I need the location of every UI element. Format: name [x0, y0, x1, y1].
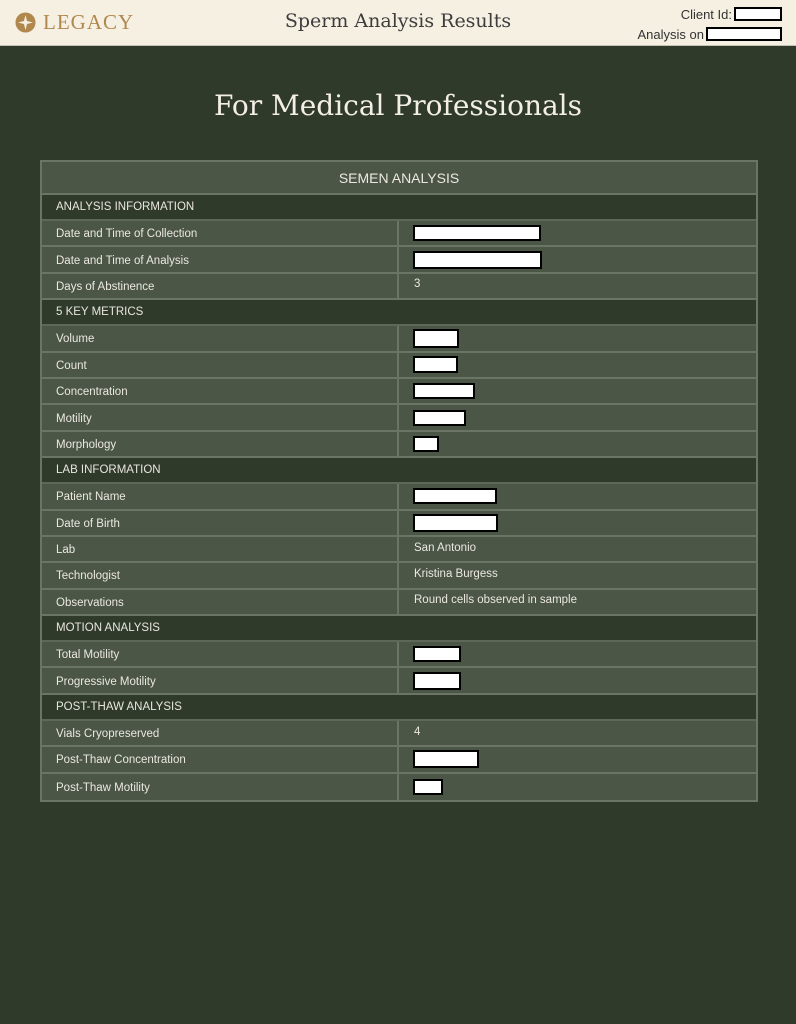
- section-motion-analysis: MOTION ANALYSIS: [42, 616, 756, 642]
- table-row: [42, 747, 756, 773]
- count-redacted: [413, 356, 458, 373]
- analysis-time-redacted: [413, 251, 542, 269]
- technologist-label: Technologist: [42, 563, 399, 587]
- table-row: [42, 221, 756, 247]
- motility-redacted: [413, 410, 466, 426]
- collection-redacted: [413, 225, 541, 241]
- table-title: SEMEN ANALYSIS: [42, 162, 756, 195]
- volume-label: Volume: [42, 326, 399, 350]
- vials-value: 4: [414, 725, 421, 738]
- section-lab-information: LAB INFORMATION: [42, 458, 756, 484]
- semen-analysis-table: [40, 160, 758, 802]
- client-id-label: Client Id:: [680, 6, 732, 22]
- table-row: [42, 353, 756, 379]
- table-row: [42, 774, 756, 800]
- patient-name-redacted: [413, 488, 497, 504]
- table-row: [42, 590, 756, 616]
- abstinence-value: 3: [414, 278, 421, 291]
- page-title: For Medical Professionals: [213, 89, 582, 122]
- table-row: [42, 668, 756, 694]
- concentration-label: Concentration: [42, 379, 399, 403]
- dob-label: Date of Birth: [42, 511, 399, 535]
- count-label: Count: [42, 353, 399, 377]
- total-motility-redacted: [413, 646, 461, 662]
- analysis-time-label: Date and Time of Analysis: [42, 247, 399, 271]
- progressive-motility-label: Progressive Motility: [42, 668, 399, 692]
- observations-value: Round cells observed in sample: [414, 594, 578, 607]
- post-thaw-concentration-redacted: [413, 750, 479, 768]
- analysis-on-label: Analysis on: [637, 26, 704, 42]
- section-key-metrics: 5 KEY METRICS: [42, 300, 756, 326]
- vials-label: Vials Cryopreserved: [42, 721, 399, 745]
- total-motility-label: Total Motility: [42, 642, 399, 666]
- section-post-thaw-analysis: POST-THAW ANALYSIS: [42, 695, 756, 721]
- table-row: [42, 511, 756, 537]
- patient-name-label: Patient Name: [42, 484, 399, 508]
- table-row: [42, 537, 756, 563]
- table-row: [42, 326, 756, 352]
- table-row: [42, 247, 756, 273]
- morphology-label: Morphology: [42, 432, 399, 456]
- collection-label: Date and Time of Collection: [42, 221, 399, 245]
- table-row: [42, 405, 756, 431]
- post-thaw-concentration-label: Post-Thaw Concentration: [42, 747, 399, 771]
- observations-label: Observations: [42, 590, 399, 614]
- table-row: [42, 563, 756, 589]
- table-row: [42, 642, 756, 668]
- logo-text: LEGACY: [43, 9, 135, 34]
- client-id-redacted: [734, 7, 782, 21]
- post-thaw-motility-redacted: [413, 779, 443, 795]
- document-title: Sperm Analysis Results: [284, 10, 512, 32]
- concentration-redacted: [413, 383, 475, 399]
- table-row: [42, 721, 756, 747]
- table-row: [42, 379, 756, 405]
- table-row: [42, 274, 756, 300]
- table-row: [42, 432, 756, 458]
- analysis-date-redacted: [706, 27, 782, 41]
- progressive-motility-redacted: [413, 672, 461, 690]
- post-thaw-motility-label: Post-Thaw Motility: [42, 774, 399, 800]
- morphology-redacted: [413, 436, 439, 452]
- lab-value: San Antonio: [414, 541, 477, 554]
- table-row: [42, 484, 756, 510]
- lab-label: Lab: [42, 537, 399, 561]
- motility-label: Motility: [42, 405, 399, 429]
- technologist-value: Kristina Burgess: [414, 567, 498, 580]
- abstinence-label: Days of Abstinence: [42, 274, 399, 298]
- header-meta: [638, 4, 784, 44]
- top-bar: [0, 0, 796, 46]
- section-analysis-information: ANALYSIS INFORMATION: [42, 195, 756, 221]
- dob-redacted: [413, 514, 498, 532]
- volume-redacted: [413, 329, 459, 348]
